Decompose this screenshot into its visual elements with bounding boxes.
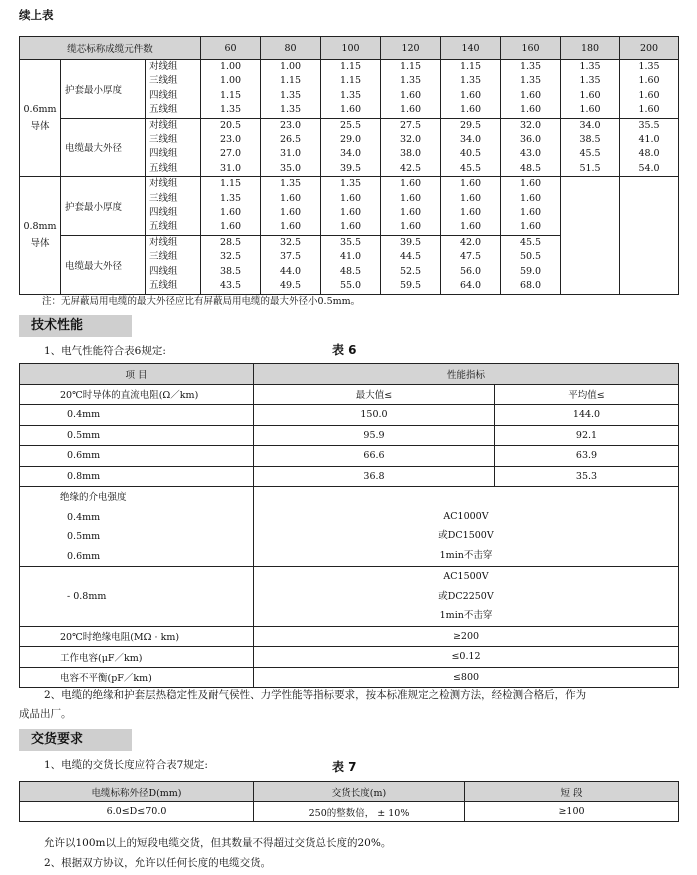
col-header: 160 <box>501 37 561 60</box>
row-types: 对线组 三线组 四线组 五线组 <box>146 235 201 294</box>
size-label: 0.8mm <box>20 466 254 487</box>
value-cell: 1.60 1.60 1.60 1.60 <box>501 177 561 236</box>
value-cell: 28.5 32.5 38.5 43.5 <box>201 235 261 294</box>
table6-caption: 表 6 <box>332 343 357 357</box>
short-value: ≥100 <box>465 802 679 822</box>
value-cell: 1.15 1.35 1.60 1.60 <box>381 60 441 119</box>
value-cell: 1.35 1.35 1.60 1.60 <box>561 60 620 119</box>
delivery-para-1: 允许以100m以上的短段电缆交货，但其数量不得超过交货总长度的20%。 <box>44 837 392 849</box>
unbalance-value: ≤800 <box>254 667 679 688</box>
value-cell: 42.0 47.5 56.0 64.0 <box>441 235 501 294</box>
col-header: 60 <box>201 37 261 60</box>
size-label: 0.4mm <box>20 405 254 426</box>
param-label: 护套最小厚度 <box>61 60 146 119</box>
value-cell: 1.15 1.15 1.35 1.60 <box>321 60 381 119</box>
delivery-para-2: 2、根据双方协议，允许以任何长度的电缆交货。 <box>44 857 272 869</box>
conductor-label: 0.8mm 导体 <box>20 177 61 294</box>
col-header: 100 <box>321 37 381 60</box>
col-header: 140 <box>441 37 501 60</box>
insulation-label: 20℃时绝缘电阻(MΩ · km) <box>20 626 254 647</box>
cable-dimension-table <box>19 36 679 295</box>
value-cell: 27.5 32.0 38.0 42.5 <box>381 118 441 177</box>
value-cell: 1.15 1.35 1.60 1.60 <box>441 60 501 119</box>
header-item: 项 目 <box>20 364 254 385</box>
conductor-label: 0.6mm 导体 <box>20 60 61 177</box>
tech-para-2: 2、电缆的绝缘和护套层热稳定性及耐气侯性、力学性能等指标要求，按本标准规定之检测方法，经检测合格后，作为 <box>44 689 587 701</box>
dielectric-values-1: AC1000V 或DC1500V 1min不击穿 <box>254 487 679 567</box>
col-header: 120 <box>381 37 441 60</box>
col-header: 200 <box>620 37 679 60</box>
param-label: 电缆最大外径 <box>61 235 146 294</box>
col-header: 80 <box>261 37 321 60</box>
insulation-value: ≥200 <box>254 626 679 647</box>
max-value: 66.6 <box>254 446 495 467</box>
param-label: 电缆最大外径 <box>61 118 146 177</box>
size-label: 0.4mm <box>67 511 101 523</box>
size-label: 0.6mm <box>67 550 101 562</box>
dielectric-cell <box>20 487 254 567</box>
value-cell: 32.5 37.5 44.0 49.5 <box>261 235 321 294</box>
max-value: 150.0 <box>254 405 495 426</box>
row-types: 对线组 三线组 四线组 五线组 <box>146 177 201 236</box>
avg-value: 35.3 <box>495 466 679 487</box>
capacitance-label: 工作电容(μF／km) <box>20 647 254 668</box>
avg-value: 92.1 <box>495 425 679 446</box>
section-heading-delivery: 交货要求 <box>19 729 132 751</box>
value-cell: 32.0 36.0 43.0 48.5 <box>501 118 561 177</box>
value-cell: 1.60 1.60 1.60 1.60 <box>441 177 501 236</box>
dielectric-values-2: AC1500V 或DC2250V 1min不击穿 <box>254 567 679 627</box>
table-note: 注：无屏蔽局用电缆的最大外径应比有屏蔽局用电缆的最大外径小0.5mm。 <box>42 296 361 307</box>
header-short: 短 段 <box>465 782 679 802</box>
header-index: 性能指标 <box>254 364 679 385</box>
value-cell: 29.5 34.0 40.5 45.5 <box>441 118 501 177</box>
size-label: 0.6mm <box>20 446 254 467</box>
empty-cell <box>620 177 679 294</box>
value-cell: 34.0 38.5 45.5 51.5 <box>561 118 620 177</box>
value-cell: 1.35 1.35 1.60 1.60 <box>501 60 561 119</box>
max-value: 36.8 <box>254 466 495 487</box>
size-label: 0.5mm <box>20 425 254 446</box>
delivery-length-table <box>19 781 679 822</box>
value-cell: 1.00 1.00 1.15 1.35 <box>201 60 261 119</box>
tech-intro: 1、电气性能符合表6规定: <box>44 345 166 357</box>
value-cell: 1.35 1.60 1.60 1.60 <box>261 177 321 236</box>
capacitance-value: ≤0.12 <box>254 647 679 668</box>
size-label: 0.5mm <box>67 531 101 542</box>
value-cell: 35.5 41.0 48.5 55.0 <box>321 235 381 294</box>
value-cell: 45.5 50.5 59.0 68.0 <box>501 235 561 294</box>
param-label: 护套最小厚度 <box>61 177 146 236</box>
value-cell: 1.35 1.60 1.60 1.60 <box>620 60 679 119</box>
unbalance-label: 电容不平衡(pF／km) <box>20 667 254 688</box>
dielectric-label: 绝缘的介电强度 <box>60 492 127 503</box>
diameter-value: 6.0≤D≤70.0 <box>20 802 254 822</box>
tech-para-2b: 成品出厂。 <box>19 708 72 720</box>
table7-caption: 表 7 <box>332 760 357 774</box>
value-cell: 23.0 26.5 31.0 35.0 <box>261 118 321 177</box>
header-diameter: 电缆标称外径D(mm) <box>20 782 254 802</box>
size-label: - 0.8mm <box>20 567 254 627</box>
value-cell: 1.35 1.60 1.60 1.60 <box>321 177 381 236</box>
max-value: 95.9 <box>254 425 495 446</box>
section-heading-tech: 技术性能 <box>19 315 132 337</box>
row-types: 对线组 三线组 四线组 五线组 <box>146 60 201 119</box>
corner-header: 缆芯标称成缆元件数 <box>20 37 201 60</box>
empty-cell <box>561 177 620 294</box>
resistance-label: 20℃时导体的直流电阻(Ω／km) <box>20 384 254 405</box>
value-cell: 35.5 41.0 48.0 54.0 <box>620 118 679 177</box>
avg-value: 144.0 <box>495 405 679 426</box>
electrical-performance-table <box>19 363 679 688</box>
value-cell: 20.5 23.0 27.0 31.0 <box>201 118 261 177</box>
value-cell: 1.60 1.60 1.60 1.60 <box>381 177 441 236</box>
delivery-intro: 1、电缆的交货长度应符合表7规定: <box>44 759 208 771</box>
value-cell: 25.5 29.0 34.0 39.5 <box>321 118 381 177</box>
length-value: 250的整数倍， ± 10% <box>254 802 465 822</box>
row-types: 对线组 三线组 四线组 五线组 <box>146 118 201 177</box>
page-title: 续上表 <box>19 8 54 22</box>
value-cell: 39.5 44.5 52.5 59.5 <box>381 235 441 294</box>
header-length: 交货长度(m) <box>254 782 465 802</box>
value-cell: 1.15 1.35 1.60 1.60 <box>201 177 261 236</box>
header-max: 最大值≤ <box>254 384 495 405</box>
header-avg: 平均值≤ <box>495 384 679 405</box>
avg-value: 63.9 <box>495 446 679 467</box>
value-cell: 1.00 1.15 1.35 1.35 <box>261 60 321 119</box>
col-header: 180 <box>561 37 620 60</box>
